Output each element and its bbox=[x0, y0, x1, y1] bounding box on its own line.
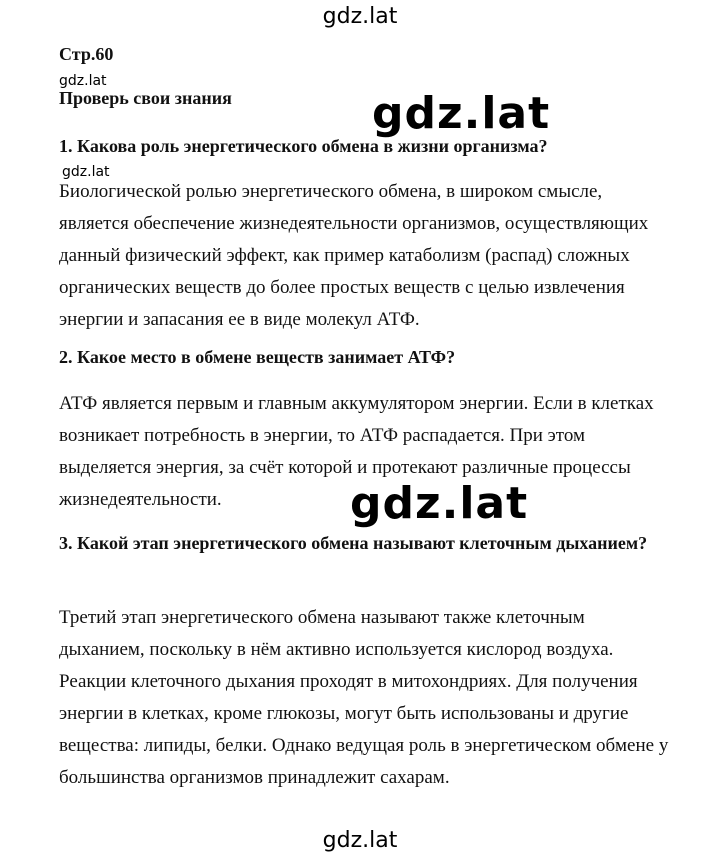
watermark-small: gdz.lat bbox=[59, 73, 107, 89]
question-3: 3. Какой этап энергетического обмена называют клеточным дыханием? bbox=[59, 533, 648, 553]
answer-3: Третий этап энергетического обмена называют также клеточным дыханием, поскольку в нём активно используется кислород воздуха. Реакции клеточного дыхания проходят в митохондриях. Для получения энергии в клетках, кроме глюкозы, могут быть использованы и другие вещества: липиды, белки. Однако ведущая роль в энергетическом обмене у большинства организмов принадлежит сахарам. bbox=[59, 607, 669, 788]
watermark-top: gdz.lat bbox=[322, 4, 398, 29]
answer-1: Биологической ролью энергетического обмена, в широком смысле, является обеспечение жизнедеятельности организмов, осуществляющих данный физический эффект, как пример катаболизм (распад) сложных органических веществ до более простых веществ с целью извлечения энергии и запасания ее в виде молекул АТФ. bbox=[59, 181, 649, 330]
answer-2: АТФ является первым и главным аккумулятором энергии. Если в клетках возникает потребность в энергии, то АТФ распадается. При этом выделяется энергия, за счёт которой и протекают различные процессы жизнедеятельности. bbox=[59, 393, 654, 510]
watermark-small: gdz.lat bbox=[62, 164, 110, 180]
section-title: Проверь свои знания bbox=[59, 88, 232, 108]
watermark-bottom: gdz.lat bbox=[322, 828, 398, 853]
watermark-large: gdz.lat bbox=[350, 478, 529, 529]
question-2: 2. Какое место в обмене веществ занимает АТФ? bbox=[59, 347, 456, 367]
question-1: 1. Какова роль энергетического обмена в жизни организма? bbox=[59, 136, 548, 156]
watermark-large: gdz.lat bbox=[372, 88, 551, 139]
page-number: Стр.60 bbox=[59, 44, 114, 64]
